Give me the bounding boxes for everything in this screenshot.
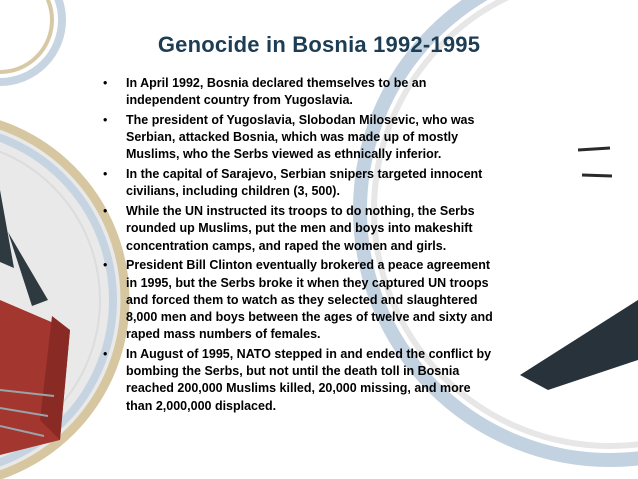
- bullet-marker: •: [103, 76, 108, 90]
- bullet-marker: •: [103, 167, 108, 182]
- bullet-list: [100, 75, 500, 417]
- bullet-marker: •: [103, 258, 108, 273]
- bullet-item: [100, 112, 500, 164]
- bullet-item: [100, 257, 500, 343]
- bullet-marker: •: [103, 347, 108, 362]
- bullet-text: While the UN instructed its troops to do nothing, the Serbs rounded up Muslims, put the men and boys into makeshift concentration camps, and raped the women and girls.: [126, 204, 475, 253]
- bullet-text: The president of Yugoslavia, Slobodan Milosevic, who was Serbian, attacked Bosnia, which was made up of mostly Muslims, who the Serbs viewed as ethnically inferior.: [126, 113, 475, 162]
- slide-title: Genocide in Bosnia 1992-1995: [157, 32, 481, 57]
- bullet-text: In April 1992, Bosnia declared themselves to be an independent country from Yugoslavia.: [126, 76, 427, 108]
- bullet-marker: •: [103, 113, 108, 127]
- bullet-item: [100, 166, 500, 200]
- bullet-item: [100, 75, 500, 109]
- bullet-text: President Bill Clinton eventually brokered a peace agreement in 1995, but the Serbs broke it when they captured UN troops and forced them to watch as they selected and slaughtered 8,000 men and boys between the ages of twelve and sixty and raped mass numbers of females.: [126, 258, 493, 342]
- bullet-item: [100, 346, 500, 415]
- bullet-text: In the capital of Sarajevo, Serbian snipers targeted innocent civilians, including children (3, 500).: [126, 167, 483, 199]
- bullet-item: [100, 203, 500, 255]
- bullet-marker: •: [103, 204, 108, 219]
- bullet-text: In August of 1995, NATO stepped in and ended the conflict by bombing the Serbs, but not until the death toll in Bosnia reached 200,000 Muslims killed, 20,000 missing, and more than 2,000,000 displaced.: [126, 347, 492, 413]
